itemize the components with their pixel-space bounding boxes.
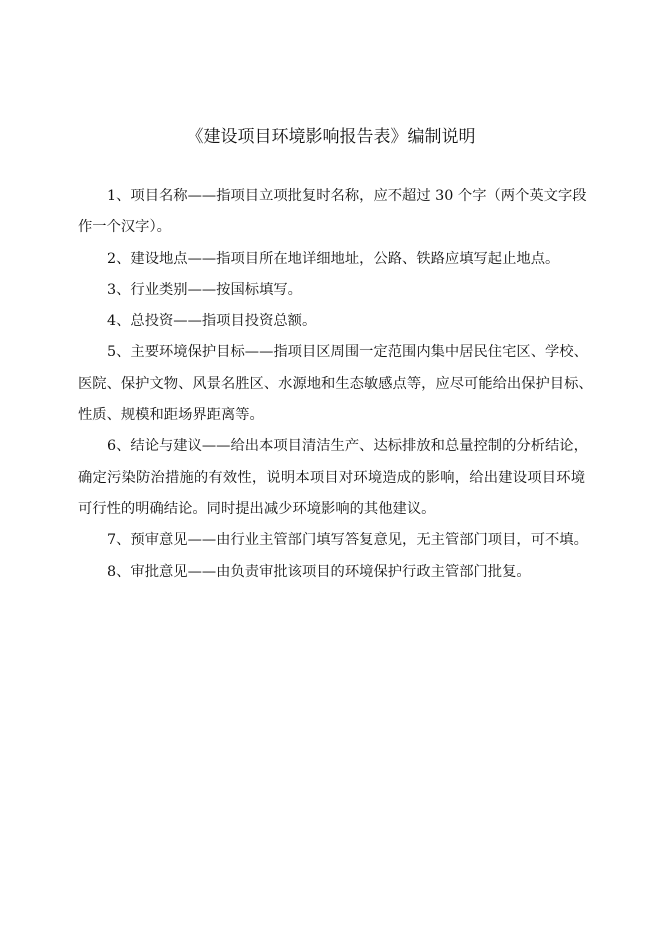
instruction-paragraph bbox=[78, 279, 585, 310]
instruction-paragraph bbox=[78, 310, 585, 341]
paragraph-line: 3、行业类别——按国标填写。 bbox=[107, 281, 302, 298]
paragraph-line: 5、主要环境保护目标——指项目区周围一定范围内集中居民住宅区、学校、 bbox=[107, 344, 588, 361]
paragraph-line: 医院、保护文物、风景名胜区、水源地和生态敏感点等，应尽可能给出保护目标、 bbox=[78, 375, 593, 392]
paragraph-line: 2、建设地点——指项目所在地详细地址，公路、铁路应填写起止地点。 bbox=[107, 250, 560, 267]
instruction-paragraph bbox=[78, 341, 593, 435]
document-title: 《建设项目环境影响报告表》编制说明 bbox=[186, 127, 476, 147]
instruction-paragraph bbox=[78, 561, 585, 592]
paragraph-line: 6、结论与建议——给出本项目清洁生产、达标排放和总量控制的分析结论， bbox=[107, 438, 588, 455]
paragraph-line: 可行性的明确结论。同时提出减少环境影响的其他建议。 bbox=[78, 500, 436, 517]
paragraph-line: 性质、规模和距场界距离等。 bbox=[78, 407, 264, 424]
instruction-paragraph bbox=[78, 248, 585, 279]
paragraph-line: 7、预审意见——由行业主管部门填写答复意见，无主管部门项目，可不填。 bbox=[107, 532, 588, 549]
paragraph-line: 作一个汉字）。 bbox=[78, 219, 171, 236]
instruction-paragraph bbox=[78, 435, 588, 529]
paragraph-line: 1、项目名称——指项目立项批复时名称，应不超过 30 个字（两个英文字段 bbox=[107, 188, 587, 204]
paragraph-line: 8、审批意见——由负责审批该项目的环境保护行政主管部门批复。 bbox=[107, 563, 531, 580]
document-body bbox=[78, 185, 593, 592]
instruction-paragraph bbox=[78, 529, 588, 560]
paragraph-line: 确定污染防治措施的有效性，说明本项目对环境造成的影响，给出建设项目环境 bbox=[78, 469, 585, 486]
instruction-paragraph bbox=[78, 185, 585, 248]
paragraph-line: 4、总投资——指项目投资总额。 bbox=[107, 313, 317, 330]
